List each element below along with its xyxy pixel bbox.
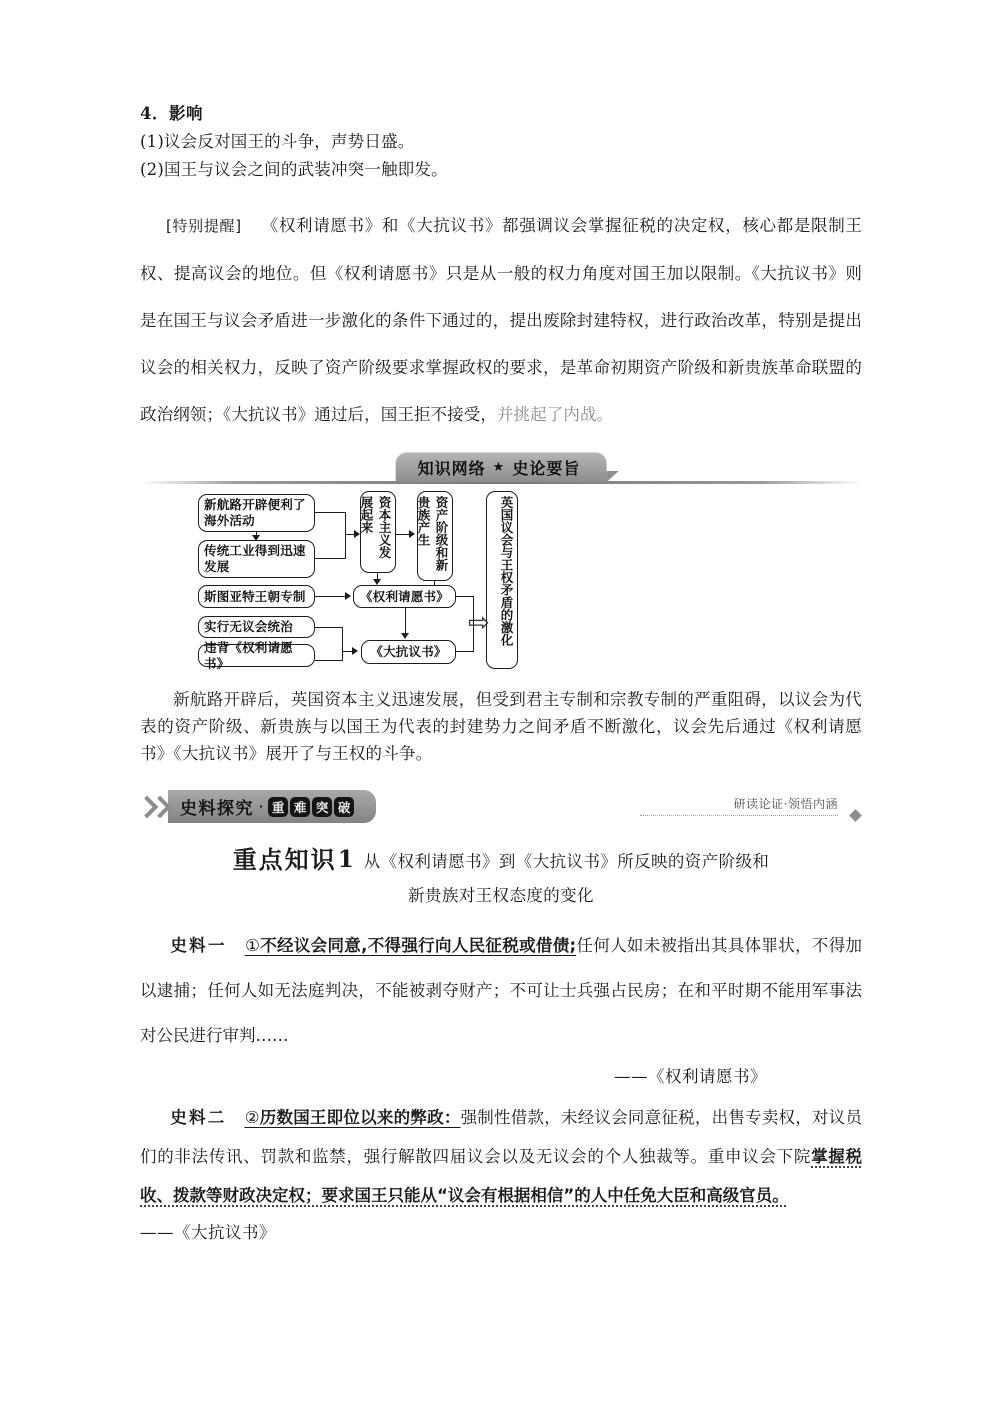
flow-connector-n8-out [456, 596, 474, 597]
flow-node-n1: 新航路开辟便利了海外活动 [198, 494, 315, 532]
flow-arrow-to-n9 [352, 647, 358, 655]
source-two-underlined-2: 掌握税收、拨款等财政决定权；要求国王只能从“议会有根据相信”的人中任免大臣和高级官员。 [140, 1147, 863, 1205]
flow-arrow-n6-n7 [409, 530, 415, 538]
source-two-rest: 强制性借款，未经议会同意征税，出售专卖权，对议员们的非法传讯、罚款和监禁，强行解散四届议会以及无议会的个人独裁等。重申议会下院 [140, 1108, 863, 1166]
flow-connector-n1-right [315, 512, 346, 513]
flow-connector-n4-right [315, 627, 343, 628]
source-one-block [140, 923, 862, 1058]
separator-dot: · [259, 800, 264, 813]
flow-big-arrow-to-n10: ⇨ [468, 608, 490, 638]
source-one-underlined: 不经议会同意,不得强行向人民征税或借债; [260, 936, 577, 955]
flow-connector-bracket-left [345, 512, 346, 559]
chevron-right-icon [142, 790, 172, 823]
flow-connector-bracket2-left [342, 627, 343, 661]
key-point-number: 1 [337, 846, 354, 873]
summary-text: 新航路开辟后，英国资本主义迅速发展，但受到君主专制和宗教专制的严重阻碍，以议会为代表的资产阶级、新贵族与以国王为代表的封建势力之间矛盾不断激化，议会先后通过《权利请愿书》《大抗议书》展开了与王权的斗争。 [140, 690, 862, 763]
source-two-marker: ② [244, 1108, 260, 1127]
badge-2: 难 [290, 797, 310, 817]
key-point-line-1: 从《权利请愿书》到《大抗议书》所反映的资产阶级和 [363, 852, 770, 871]
study-section-badges [268, 797, 354, 817]
source-one-rest: 任何人如未被指出其具体罪状，不得加以逮捕；任何人如无法庭判决，不能被剥夺财产；不可让士兵强占民房；在和平时期不能用军事法对公民进行审判…… [140, 936, 863, 1045]
special-reminder-body: 《权利请愿书》和《大抗议书》都强调议会掌握征税的决定权，核心都是限制王权、提高议会的地位。但《权利请愿书》只是从一般的权力角度对国王加以限制。《大抗议书》则是在国王与议会矛盾进一步激化的条件下通过的，提出废除封建特权，进行政治改革，特别是提出议会的相关权力，反映了资产阶级要求掌握政权的要求，是革命初期资产阶级和新贵族革命联盟的政治纲领；《大抗议书》通过后，国王拒不接受， [140, 216, 862, 424]
source-one-attribution: ——《权利请愿书》 [614, 1067, 767, 1086]
flow-connector-n3-n8 [315, 596, 346, 597]
star-icon: ★ [492, 459, 506, 475]
flow-node-n7: 资产阶级和新贵族产生 [417, 491, 453, 581]
flow-node-n9: 《大抗议书》 [361, 640, 456, 664]
tab-corner-decoration [606, 471, 618, 482]
flow-connector-n2-right [315, 558, 346, 559]
flow-arrow-n6-n8 [373, 579, 381, 585]
knowledge-network-label: 知识网络 [417, 458, 486, 478]
flow-node-n3: 斯图亚特王朝专制 [198, 585, 315, 608]
flow-node-n10: 英国议会与王权矛盾的激化 [486, 491, 518, 669]
page-content [140, 100, 862, 1251]
flow-arrow-n3-n8 [345, 592, 351, 600]
section-impact-item-1: (1)议会反对国王的斗争，声势日盛。 [140, 132, 415, 151]
special-reminder-tag: [特别提醒] [166, 217, 242, 235]
flow-node-n4: 实行无议会统治 [198, 616, 315, 638]
flow-connector-n9-out [456, 651, 474, 652]
knowledge-network-banner [140, 450, 862, 484]
special-reminder-body-faded: 并挑起了内战。 [496, 405, 614, 424]
knowledge-flowchart [140, 488, 862, 676]
badge-4: 破 [334, 797, 354, 817]
key-point-label: 重点知识 [232, 846, 337, 874]
special-reminder-block [140, 202, 862, 438]
key-point-line-2: 新贵族对王权态度的变化 [408, 886, 594, 905]
flow-connector-n5-right [315, 660, 343, 661]
source-two-lead: 史料二 [170, 1108, 227, 1127]
flow-node-n2: 传统工业得到迅速发展 [198, 540, 315, 578]
flow-arrow-n8-n9 [401, 633, 409, 639]
history-essentials-label: 史论要旨 [512, 458, 581, 478]
section-impact-item-2: (2)国王与议会之间的武装冲突一触即发。 [140, 160, 448, 179]
study-section-banner [140, 783, 862, 823]
summary-paragraph [140, 686, 862, 767]
badge-1: 重 [268, 797, 288, 817]
diamond-icon [849, 809, 862, 822]
key-point-heading [140, 843, 862, 913]
section-impact-heading: 4．影响 [140, 104, 203, 123]
flow-arrow-n1-n2 [252, 535, 260, 541]
flow-node-n8: 《权利请愿书》 [353, 585, 456, 608]
study-section-note: 研读论证·领悟内涵 [726, 795, 838, 812]
source-one-lead: 史料一 [170, 936, 227, 955]
source-two-attribution: ——《大抗议书》 [140, 1223, 276, 1242]
source-two-block [140, 1098, 862, 1215]
source-one-marker: ① [244, 936, 261, 955]
source-two-underlined-1: 历数国王即位以来的弊政： [259, 1108, 461, 1127]
flow-connector-n8-n9 [405, 608, 406, 634]
study-section-tab [168, 790, 376, 823]
study-section-title: 史料探究 [180, 799, 254, 819]
flow-connector-n7-n8 [434, 581, 435, 585]
knowledge-network-tab [396, 452, 607, 482]
flow-arrow-to-n6 [354, 530, 360, 538]
section-impact [140, 100, 862, 184]
flow-node-n5: 违背《权利请愿书》 [198, 644, 315, 667]
banner-dotted-rule [640, 815, 838, 816]
flow-node-n6: 资本主义发展起来 [360, 491, 396, 573]
badge-3: 突 [312, 797, 332, 817]
